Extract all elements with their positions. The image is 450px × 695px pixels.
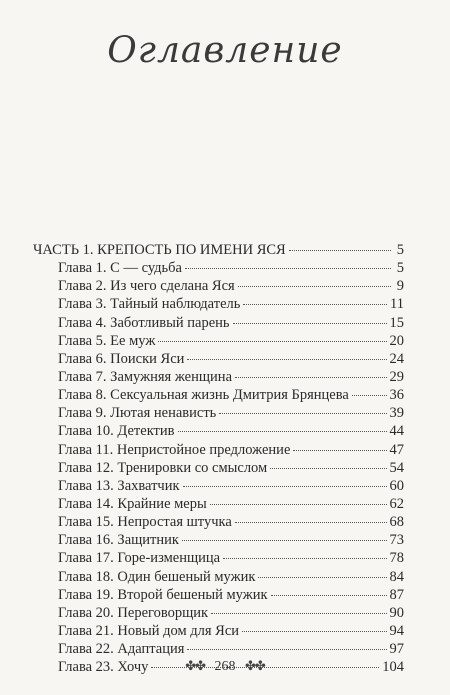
- toc-leader-dots: [178, 431, 387, 432]
- toc-leader-dots: [352, 395, 387, 396]
- toc-entry-label: Глава 16. Защитник: [58, 532, 179, 549]
- toc-chapter-entry: [33, 332, 404, 350]
- toc-entry-page: 29: [389, 368, 404, 385]
- toc-leader-dots: [185, 268, 391, 269]
- toc-leader-dots: [289, 250, 391, 251]
- toc-entry-label: Глава 23. Хочу: [58, 659, 149, 676]
- toc-entry-page: 62: [389, 495, 404, 512]
- table-of-contents: [33, 241, 404, 676]
- toc-entry-page: 24: [389, 350, 404, 367]
- toc-entry-label: Глава 12. Тренировки со смыслом: [58, 459, 268, 476]
- toc-chapter-entry: [33, 622, 404, 640]
- toc-entry-page: 97: [389, 641, 404, 658]
- toc-entry-page: 5: [396, 260, 404, 277]
- toc-entry-page: 90: [389, 604, 404, 621]
- toc-entry-page: 87: [389, 586, 404, 603]
- page-number: 268: [214, 659, 236, 674]
- toc-entry-label: Глава 10. Детектив: [58, 423, 175, 440]
- toc-entry-page: 47: [389, 441, 404, 458]
- toc-chapter-entry: [33, 295, 404, 313]
- toc-leader-dots: [182, 540, 387, 541]
- toc-entry-label: Глава 19. Второй бешеный мужик: [58, 586, 268, 603]
- toc-entry-label: Глава 17. Горе-изменщица: [58, 550, 221, 567]
- toc-entry-label: Глава 4. Заботливый парень: [58, 314, 230, 331]
- toc-entry-page: 15: [389, 314, 404, 331]
- toc-chapter-entry: [33, 368, 404, 386]
- toc-chapter-entry: [33, 513, 404, 531]
- toc-chapter-entry: [33, 549, 404, 567]
- toc-entry-label: Глава 18. Один бешеный мужик: [58, 568, 256, 585]
- toc-entry-page: 68: [389, 514, 404, 531]
- toc-leader-dots: [238, 286, 391, 287]
- toc-chapter-entry: [33, 441, 404, 459]
- toc-entry-page: 78: [389, 550, 404, 567]
- toc-leader-dots: [158, 341, 386, 342]
- toc-chapter-entry: [33, 568, 404, 586]
- toc-chapter-entry: [33, 495, 404, 513]
- toc-chapter-entry: [33, 422, 404, 440]
- toc-entry-label: Глава 3. Тайный наблюдатель: [58, 296, 241, 313]
- toc-entry-label: Глава 2. Из чего сделана Яся: [58, 278, 235, 295]
- toc-entry-label: Глава 8. Сексуальная жизнь Дмитрия Брянцева: [58, 387, 349, 404]
- toc-chapter-entry: [33, 640, 404, 658]
- toc-entry-page: 20: [389, 332, 404, 349]
- toc-leader-dots: [271, 595, 387, 596]
- toc-leader-dots: [187, 359, 386, 360]
- toc-entry-page: 9: [396, 278, 404, 295]
- toc-entry-label: Глава 5. Ее муж: [58, 332, 156, 349]
- ornament-right-icon: ✤✤: [245, 658, 265, 673]
- toc-entry-page: 94: [389, 622, 404, 639]
- toc-entry-page: 36: [389, 387, 404, 404]
- toc-leader-dots: [219, 413, 386, 414]
- page-footer: [0, 658, 450, 675]
- toc-entry-label: Глава 21. Новый дом для Яси: [58, 622, 240, 639]
- toc-chapter-entry: [33, 277, 404, 295]
- toc-entry-label: Глава 1. С — судьба: [58, 260, 182, 277]
- ornament-left-icon: ✤✤: [185, 658, 205, 673]
- toc-leader-dots: [210, 504, 387, 505]
- toc-leader-dots: [223, 558, 386, 559]
- toc-leader-dots: [233, 323, 387, 324]
- toc-chapter-entry: [33, 350, 404, 368]
- toc-entry-page: 104: [382, 659, 404, 676]
- toc-entry-page: 60: [389, 477, 404, 494]
- toc-chapter-entry: [33, 531, 404, 549]
- toc-entry-label: Глава 7. Замужняя женщина: [58, 368, 232, 385]
- toc-leader-dots: [235, 522, 387, 523]
- toc-chapter-entry: [33, 404, 404, 422]
- toc-leader-dots: [258, 577, 386, 578]
- toc-entry-page: 39: [389, 405, 404, 422]
- toc-entry-label: Глава 6. Поиски Яси: [58, 350, 185, 367]
- toc-leader-dots: [270, 468, 386, 469]
- toc-entry-page: 84: [389, 568, 404, 585]
- toc-entry-page: 11: [390, 296, 404, 313]
- toc-entry-label: Глава 9. Лютая ненависть: [58, 405, 217, 422]
- toc-leader-dots: [183, 486, 387, 487]
- toc-leader-dots: [211, 613, 386, 614]
- page-title: Оглавление: [107, 30, 343, 71]
- toc-entry-label: Глава 11. Непристойное предложение: [58, 441, 291, 458]
- toc-chapter-entry: [33, 314, 404, 332]
- toc-leader-dots: [293, 450, 386, 451]
- toc-chapter-entry: [33, 259, 404, 277]
- toc-leader-dots: [242, 631, 386, 632]
- toc-leader-dots: [235, 377, 387, 378]
- toc-entry-label: ЧАСТЬ 1. КРЕПОСТЬ ПО ИМЕНИ ЯСЯ: [33, 242, 286, 258]
- toc-entry-page: 54: [389, 459, 404, 476]
- toc-entry-page: 5: [396, 242, 404, 258]
- toc-leader-dots: [187, 649, 386, 650]
- toc-entry-label: Глава 13. Захватчик: [58, 477, 180, 494]
- toc-chapter-entry: [33, 459, 404, 477]
- toc-chapter-entry: [33, 386, 404, 404]
- toc-chapter-entry: [33, 604, 404, 622]
- toc-entry-page: 44: [389, 423, 404, 440]
- toc-part-entry: [33, 241, 404, 259]
- toc-entry-page: 73: [389, 532, 404, 549]
- toc-leader-dots: [243, 304, 387, 305]
- toc-chapter-entry: [33, 477, 404, 495]
- toc-chapter-entry: [33, 586, 404, 604]
- toc-entry-label: Глава 20. Переговорщик: [58, 604, 209, 621]
- toc-entry-label: Глава 14. Крайние меры: [58, 495, 207, 512]
- toc-entry-label: Глава 15. Непростая штучка: [58, 514, 232, 531]
- toc-entry-label: Глава 22. Адаптация: [58, 641, 185, 658]
